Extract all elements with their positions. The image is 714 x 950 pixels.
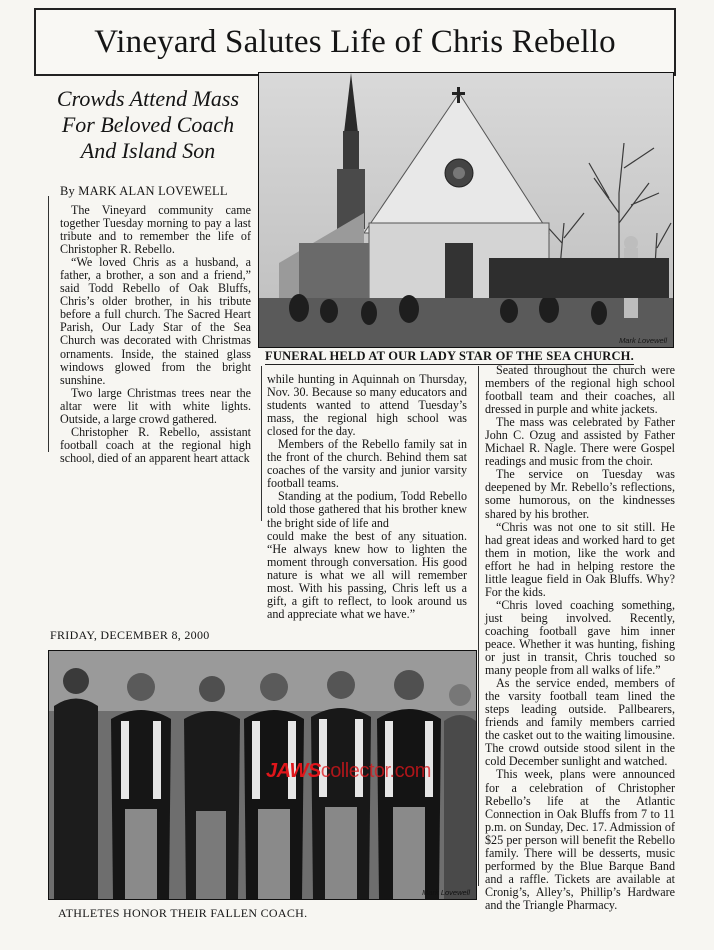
watermark-part-2: collector.com: [320, 760, 431, 782]
subheadline-line-2: For Beloved Coach: [61, 112, 235, 137]
article-column-3: [485, 364, 675, 912]
paragraph: Christopher R. Rebello, assistant football coach at the regional high school, died of an apparent heart attack: [60, 424, 251, 465]
paragraph: “Chris was not one to sit still. He had great ideas and worked hard to get them in motion, like the work and effort he had in helping restore the little league field in Oak Bluffs. Why? For the kids.: [485, 519, 675, 599]
paragraph: “Chris loved coaching something, just being involved. Recently, coaching football gave him inner peace. Whether it was hunting, fishing or just in transit, Chris touched so many people from all walks of life.”: [485, 597, 675, 678]
paragraph: Seated throughout the church were members of the regional high school football team and their coaches, all dressed in purple and white jackets.: [485, 363, 675, 417]
paragraph: Two large Christmas trees near the altar were lit with white lights. Outside, a large crowd gathered.: [60, 385, 251, 426]
column-rule: [478, 366, 479, 886]
subheadline: [42, 86, 254, 164]
paragraph: “We loved Chris as a husband, a father, a brother, a son and a friend,” said Todd Rebello of Oak Bluffs, Chris’s older brother, in his tribute before a full church. The Sacred Heart Parish, Our Lady Star of the Sea Church was decorated with Christmas ornaments. Inside, the stained glass windows glowed from the bright sunshine.: [60, 255, 251, 387]
paragraph: could make the best of any situation. “He always knew how to lighten the moment through conversation. His good nature is what we all will remember most. With his passing, Chris left us a gift, a gift to reflect, to look around us and appreciate what we have.”: [267, 529, 467, 622]
article-column-2: [267, 373, 467, 530]
subheadline-line-3: And Island Son: [80, 138, 216, 163]
photo-caption: ATHLETES HONOR THEIR FALLEN COACH.: [58, 906, 308, 920]
paragraph: The service on Tuesday was deepened by Mr. Rebello’s reflections, some humorous, on the kindnesses shared by his brother.: [485, 467, 675, 521]
paragraph: The Vineyard community came together Tuesday morning to pay a last tribute and to remember the life of Christopher R. Rebello.: [60, 203, 251, 257]
article-column-1: [60, 204, 251, 465]
watermark-part-1: JAWS: [266, 760, 321, 782]
church-photo-image: [259, 73, 673, 347]
paragraph: Standing at the podium, Todd Rebello told those gathered that his brother knew the bright side of life and: [267, 489, 467, 530]
paragraph: while hunting in Aquinnah on Thursday, Nov. 30. Because so many educators and students wanted to attend Tuesday’s mass, the regional high school was closed for the day.: [267, 372, 467, 439]
paragraph: The mass was celebrated by Father John C. Ozug and assisted by Father Michael R. Nagle. There were Gospel readings and music from the choir.: [485, 415, 675, 469]
paragraph: As the service ended, members of the varsity football team lined the steps leading outside. Pallbearers, friends and family members carried the casket out to the waiting limousine. The crowd outside stood silent in the cold December sunlight and watched.: [485, 676, 675, 769]
photo-credit: Mark Lovewell: [422, 888, 470, 897]
photo-credit: Mark Lovewell: [619, 336, 667, 345]
church-photo: [258, 72, 674, 348]
headline: Vineyard Salutes Life of Chris Rebello: [94, 23, 616, 60]
dateline: FRIDAY, DECEMBER 8, 2000: [50, 628, 210, 642]
paragraph: This week, plans were announced for a celebration of Christopher Rebello’s life at the Atlantic Connection in Oak Bluffs from 7 to 11 p.m. on Sunday, Dec. 17. Admission of $25 per person will benefit the Rebello family. There will be desserts, music performed by the Blue Barque Band and a raffle. Tickets are available at Cronig’s, Alley’s, Phillip’s Hardware and the Triangle Pharmacy.: [485, 767, 675, 912]
watermark: [266, 760, 431, 783]
article-column-2-continued: [267, 530, 467, 621]
byline: By MARK ALAN LOVEWELL: [60, 184, 228, 198]
column-rule: [48, 196, 49, 452]
headline-box: [34, 8, 676, 76]
column-rule: [261, 366, 262, 521]
paragraph: Members of the Rebello family sat in the front of the church. Behind them sat coaches of the varsity and junior varsity football teams.: [267, 437, 467, 491]
subheadline-line-1: Crowds Attend Mass: [56, 86, 240, 111]
photo-caption: FUNERAL HELD AT OUR LADY STAR OF THE SEA CHURCH.: [265, 349, 634, 363]
